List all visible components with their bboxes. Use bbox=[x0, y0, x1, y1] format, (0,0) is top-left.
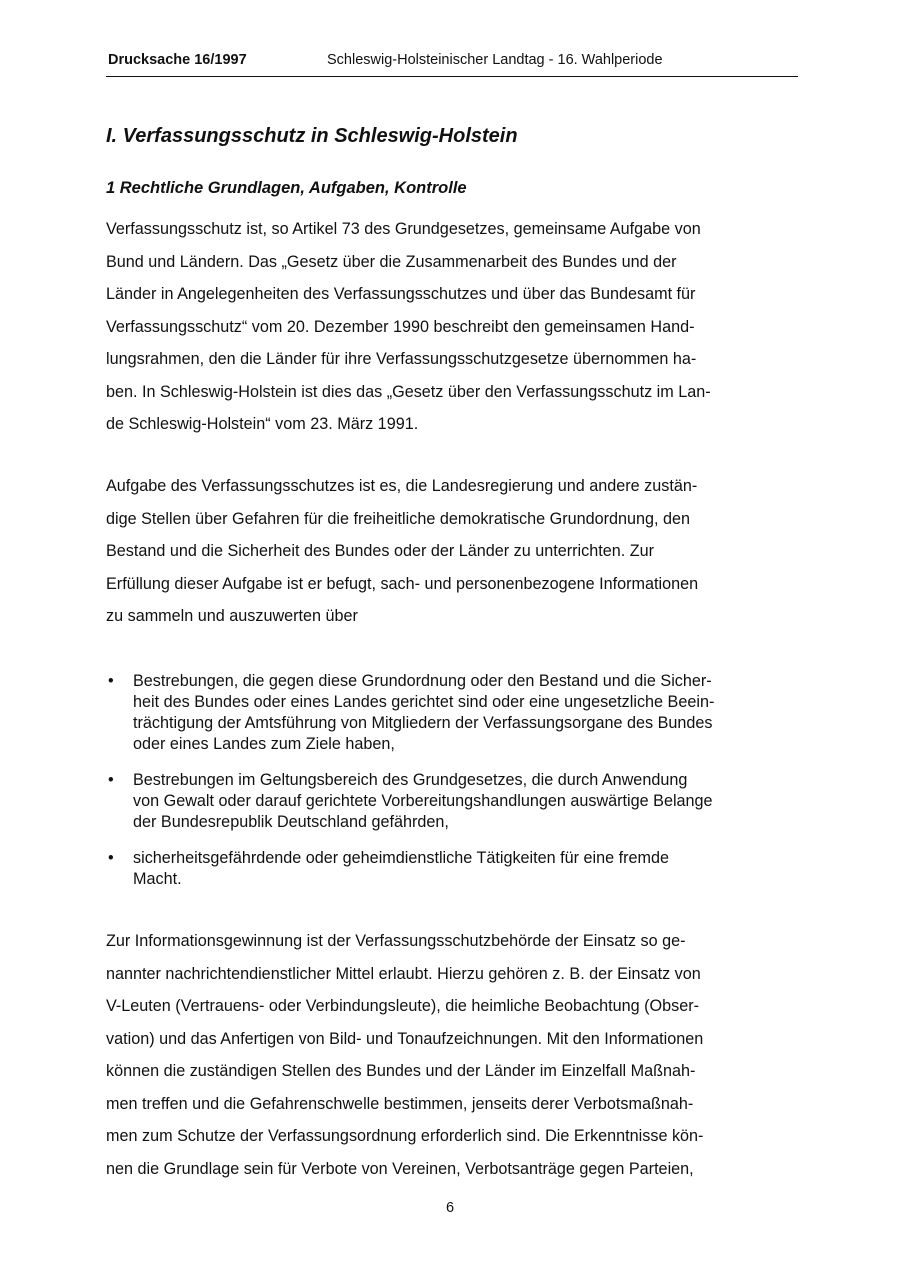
list-item bbox=[106, 848, 800, 890]
paragraph-task bbox=[106, 470, 800, 633]
header-organization: Schleswig-Holsteinischer Landtag - 16. Wahlperiode bbox=[327, 52, 663, 68]
bullet-icon: • bbox=[108, 849, 114, 867]
bullet-icon: • bbox=[108, 672, 114, 690]
bullet-icon: • bbox=[108, 771, 114, 789]
text-line: lungsrahmen, den die Länder für ihre Verfassungsschutzgesetze übernommen ha- bbox=[106, 350, 697, 368]
bullet-list bbox=[106, 671, 800, 890]
text-line: oder eines Landes zum Ziele haben, bbox=[133, 735, 395, 753]
text-line: Verfassungsschutz ist, so Artikel 73 des Grundgesetzes, gemeinsame Aufgabe von bbox=[106, 220, 701, 238]
text-line: men treffen und die Gefahrenschwelle bestimmen, jenseits derer Verbotsmaßnah- bbox=[106, 1094, 694, 1113]
text-line: können die zuständigen Stellen des Bundes und der Länder im Einzelfall Maßnah- bbox=[106, 1062, 696, 1080]
list-item bbox=[106, 770, 800, 833]
subsection-heading: 1 Rechtliche Grundlagen, Aufgaben, Kontrolle bbox=[106, 179, 467, 197]
text-line: Bestrebungen im Geltungsbereich des Grundgesetzes, die durch Anwendung bbox=[133, 771, 688, 789]
text-line: Bund und Ländern. Das „Gesetz über die Zusammenarbeit des Bundes und der bbox=[106, 252, 677, 271]
text-line: Verfassungsschutz“ vom 20. Dezember 1990 beschreibt den gemeinsamen Hand- bbox=[106, 317, 695, 336]
text-line: trächtigung der Amtsführung von Mitgliedern der Verfassungsorgane des Bundes bbox=[133, 714, 713, 732]
document-number: Drucksache 16/1997 bbox=[108, 52, 247, 68]
text-line: Bestand und die Sicherheit des Bundes oder der Länder zu unterrichten. Zur bbox=[106, 542, 655, 560]
text-line: vation) und das Anfertigen von Bild- und Tonaufzeichnungen. Mit den Informationen bbox=[106, 1029, 704, 1048]
text-line: Bestrebungen, die gegen diese Grundordnung oder den Bestand und die Sicher- bbox=[133, 672, 712, 690]
text-line: sicherheitsgefährdende oder geheimdienstliche Tätigkeiten für eine fremde bbox=[133, 849, 670, 867]
page-header bbox=[106, 52, 798, 77]
text-line: von Gewalt oder darauf gerichtete Vorbereitungshandlungen auswärtige Belange bbox=[133, 792, 713, 810]
text-line: Erfüllung dieser Aufgabe ist er befugt, sach- und personenbezogene Informationen bbox=[106, 574, 699, 593]
text-line: nen die Grundlage sein für Verbote von Vereinen, Verbotsanträge gegen Parteien, bbox=[106, 1159, 694, 1178]
section-heading: I. Verfassungsschutz in Schleswig-Holstein bbox=[106, 125, 518, 147]
page-number: 6 bbox=[445, 1200, 455, 1216]
text-line: de Schleswig-Holstein“ vom 23. März 1991. bbox=[106, 415, 419, 433]
text-line: nannter nachrichtendienstlicher Mittel erlaubt. Hierzu gehören z. B. der Einsatz von bbox=[106, 964, 701, 983]
text-line: heit des Bundes oder eines Landes gerichtet sind oder eine ungesetzliche Beein- bbox=[133, 693, 715, 711]
list-item bbox=[106, 671, 800, 755]
text-line: zu sammeln und auszuwerten über bbox=[106, 607, 358, 625]
text-line: dige Stellen über Gefahren für die freiheitliche demokratische Grundordnung, den bbox=[106, 509, 691, 528]
text-line: Zur Informationsgewinnung ist der Verfassungsschutzbehörde der Einsatz so ge- bbox=[106, 932, 686, 950]
paragraph-means bbox=[106, 925, 800, 1185]
text-line: der Bundesrepublik Deutschland gefährden, bbox=[133, 813, 449, 831]
text-line: Länder in Angelegenheiten des Verfassungsschutzes und über das Bundesamt für bbox=[106, 285, 696, 303]
text-line: V-Leuten (Vertrauens- oder Verbindungsleute), die heimliche Beobachtung (Obser- bbox=[106, 997, 699, 1015]
text-line: men zum Schutze der Verfassungsordnung erforderlich sind. Die Erkenntnisse kön- bbox=[106, 1127, 704, 1145]
text-line: ben. In Schleswig-Holstein ist dies das „Gesetz über den Verfassungsschutz im Lan- bbox=[106, 382, 711, 401]
text-line: Aufgabe des Verfassungsschutzes ist es, die Landesregierung und andere zustän- bbox=[106, 477, 698, 495]
text-line: Macht. bbox=[133, 870, 182, 888]
paragraph-legal-basis bbox=[106, 213, 800, 441]
